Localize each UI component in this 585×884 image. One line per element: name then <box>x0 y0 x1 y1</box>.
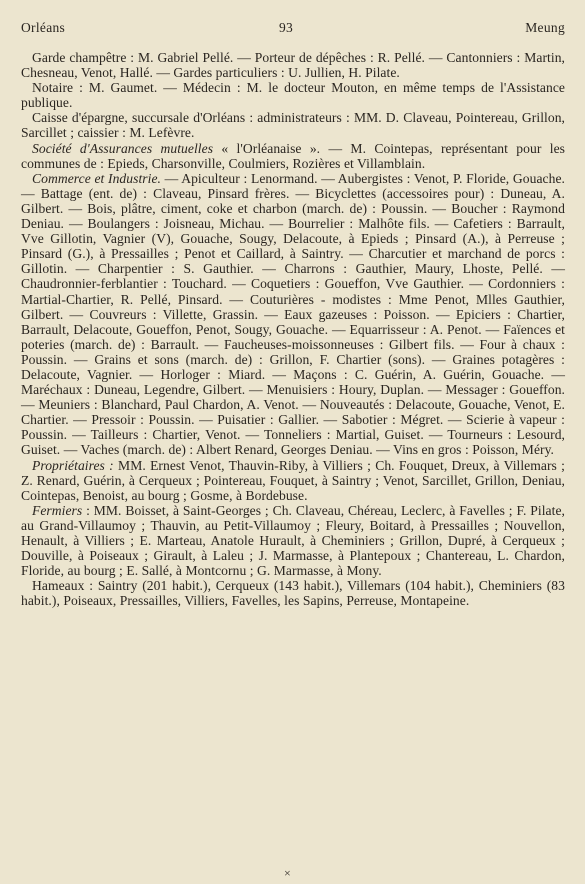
paragraph-heading: Propriétaires : <box>32 457 114 473</box>
paragraph-commerce-industrie <box>21 171 565 458</box>
header-place-left: Orléans <box>21 20 66 35</box>
paragraph-fermiers <box>21 503 565 578</box>
footer-mark: × <box>284 866 291 880</box>
paragraph-text: Notaire : M. Gaumet. — Médecin : M. le docteur Mouton, en même temps de l'Assistance publique. <box>21 80 565 111</box>
header-place-right: Meung <box>525 20 565 35</box>
paragraph-proprietaires <box>21 458 565 503</box>
body-text <box>21 50 565 608</box>
paragraph-assurances <box>21 141 565 171</box>
paragraph-text: Garde champêtre : M. Gabriel Pellé. — Porteur de dépêches : R. Pellé. — Cantonniers : Martin, Chesneau, Venot, Hallé. — Gardes particuliers : U. Jullien, H. Pilate. <box>21 50 565 81</box>
paragraph-heading: Société d'Assurances mutuelles <box>32 140 214 156</box>
paragraph-garde-champetre <box>21 50 565 80</box>
paragraph-text: MM. Ernest Venot, Thauvin-Riby, à Villiers ; Ch. Fouquet, Dreux, à Villemars ; Z. Renard, Guérin, à Cerqueux ; Pointereau, Fouquet, à Saintry ; Venot, Sarcillet, Grillon, Deniau, Cointepas, Benoist, au bourg ; Gosme, à Bordebuse. <box>21 457 565 503</box>
paragraph-hameaux <box>21 578 565 608</box>
paragraph-caisse-epargne <box>21 110 565 140</box>
paragraph-text: — Apiculteur : Lenormand. — Aubergistes : Venot, P. Floride, Gouache. — Battage (ent. de) : Claveau, Pinsard frères. — Bicyclettes (accessoires pour) : Duneau, A. Gilbert. — Bois, plâtre, ciment, coke et charbon (march. de) : Poussin. — Boucher : Raymond Deniau. — Boulangers : Joisneau, Michau. — Bourrelier : Malhôte fils. — Cafetiers : Barrault, Vve Gillotin, Vagnier (V), Gouache, Sougy, Delacoute, à Epieds ; Pinsard (A.), à Perreuse ; Pinsard (G.), à Pressailles ; Penot et Caillard, à Saintry. — Charcutier et marchand de porcs : Gillotin. — Charpentier : S. Gauthier. — Charrons : Gauthier, Maury, Lhoste, Pellé. — Chaudronnier-ferblantier : Touchard. — Coquetiers : Goueffon, Vve Gauthier. — Cordonniers : Martial-Chartier, R. Pellé, Pinsard. — Couturières - modistes : Mme Penot, Mlles Gauthier, Gilbert. — Couvreurs : Villette, Grassin. — Eaux gazeuses : Poisson. — Epiciers : Chartier, Barrault, Delacoute, Goueffon, Penot, Sougy, Gouache. — Equarrisseur : A. Penot. — Faïences et poteries (march. de) : Barrault. — Faucheuses-moissonneuses : Gilbert fils. — Four à chaux : Poussin. — Grains et sons (march. de) : Grillon, F. Chartier (sons). — Graines potagères : Delacoute, Vagnier. — Horloger : Miard. — Maçons : C. Guérin, A. Guérin, Gouache. — Maréchaux : Duneau, Legendre, Gilbert. — Menuisiers : Houry, Duplan. — Messager : Goueffon. — Meuniers : Blanchard, Paul Chardon, A. Venot. — Nouveautés : Delacoute, Gouache, Venot, E. Chartier. — Pressoir : Poussin. — Puisatier : Gallier. — Sabotier : Mégret. — Scierie à vapeur : Poussin. — Tailleurs : Chartier, Venot. — Tonneliers : Martial, Guiset. — Tourneurs : Lesourd, Guiset. — Vaches (march. de) : Albert Renard, Georges Deniau. — Vins en gros : Poisson, Méry. <box>21 170 565 458</box>
running-header <box>21 20 565 40</box>
paragraph-text: « l'Orléanaise ». — M. Cointepas, représentant pour les communes de : Epieds, Charsonville, Coulmiers, Rozières et Villamblain. <box>21 140 565 171</box>
paragraph-heading: Fermiers <box>32 502 83 518</box>
page-number: 93 <box>279 20 294 35</box>
paragraph-notaire <box>21 80 565 110</box>
paragraph-text: : MM. Boisset, à Saint-Georges ; Ch. Claveau, Chéreau, Leclerc, à Favelles ; F. Pilate, au Grand-Villaumoy ; Thauvin, au Petit-Villaumoy ; Fleury, Boitard, à Pressailles ; Nouvellon, Henault, à Villiers ; E. Marteau, Anatole Hurault, à Cheminiers ; Grillon, Dupré, à Cerqueux ; Douville, à Poiseaux ; Girault, à Laleu ; J. Marmasse, à Plantepoux ; Chantereau, L. Chardon, Floride, au bourg ; E. Sallé, à Montcornu ; G. Marmasse, à Mony. <box>21 502 565 579</box>
paragraph-heading: Commerce et Industrie. <box>32 170 161 186</box>
paragraph-text: Hameaux : Saintry (201 habit.), Cerqueux (143 habit.), Villemars (104 habit.), Cheminiers (83 habit.), Poiseaux, Pressailles, Villiers, Favelles, les Sapins, Perreuse, Montapeine. <box>21 578 565 609</box>
paragraph-text: Caisse d'épargne, succursale d'Orléans : administrateurs : MM. D. Claveau, Pointereau, Grillon, Sarcillet ; caissier : M. Lefèvre. <box>21 110 565 141</box>
